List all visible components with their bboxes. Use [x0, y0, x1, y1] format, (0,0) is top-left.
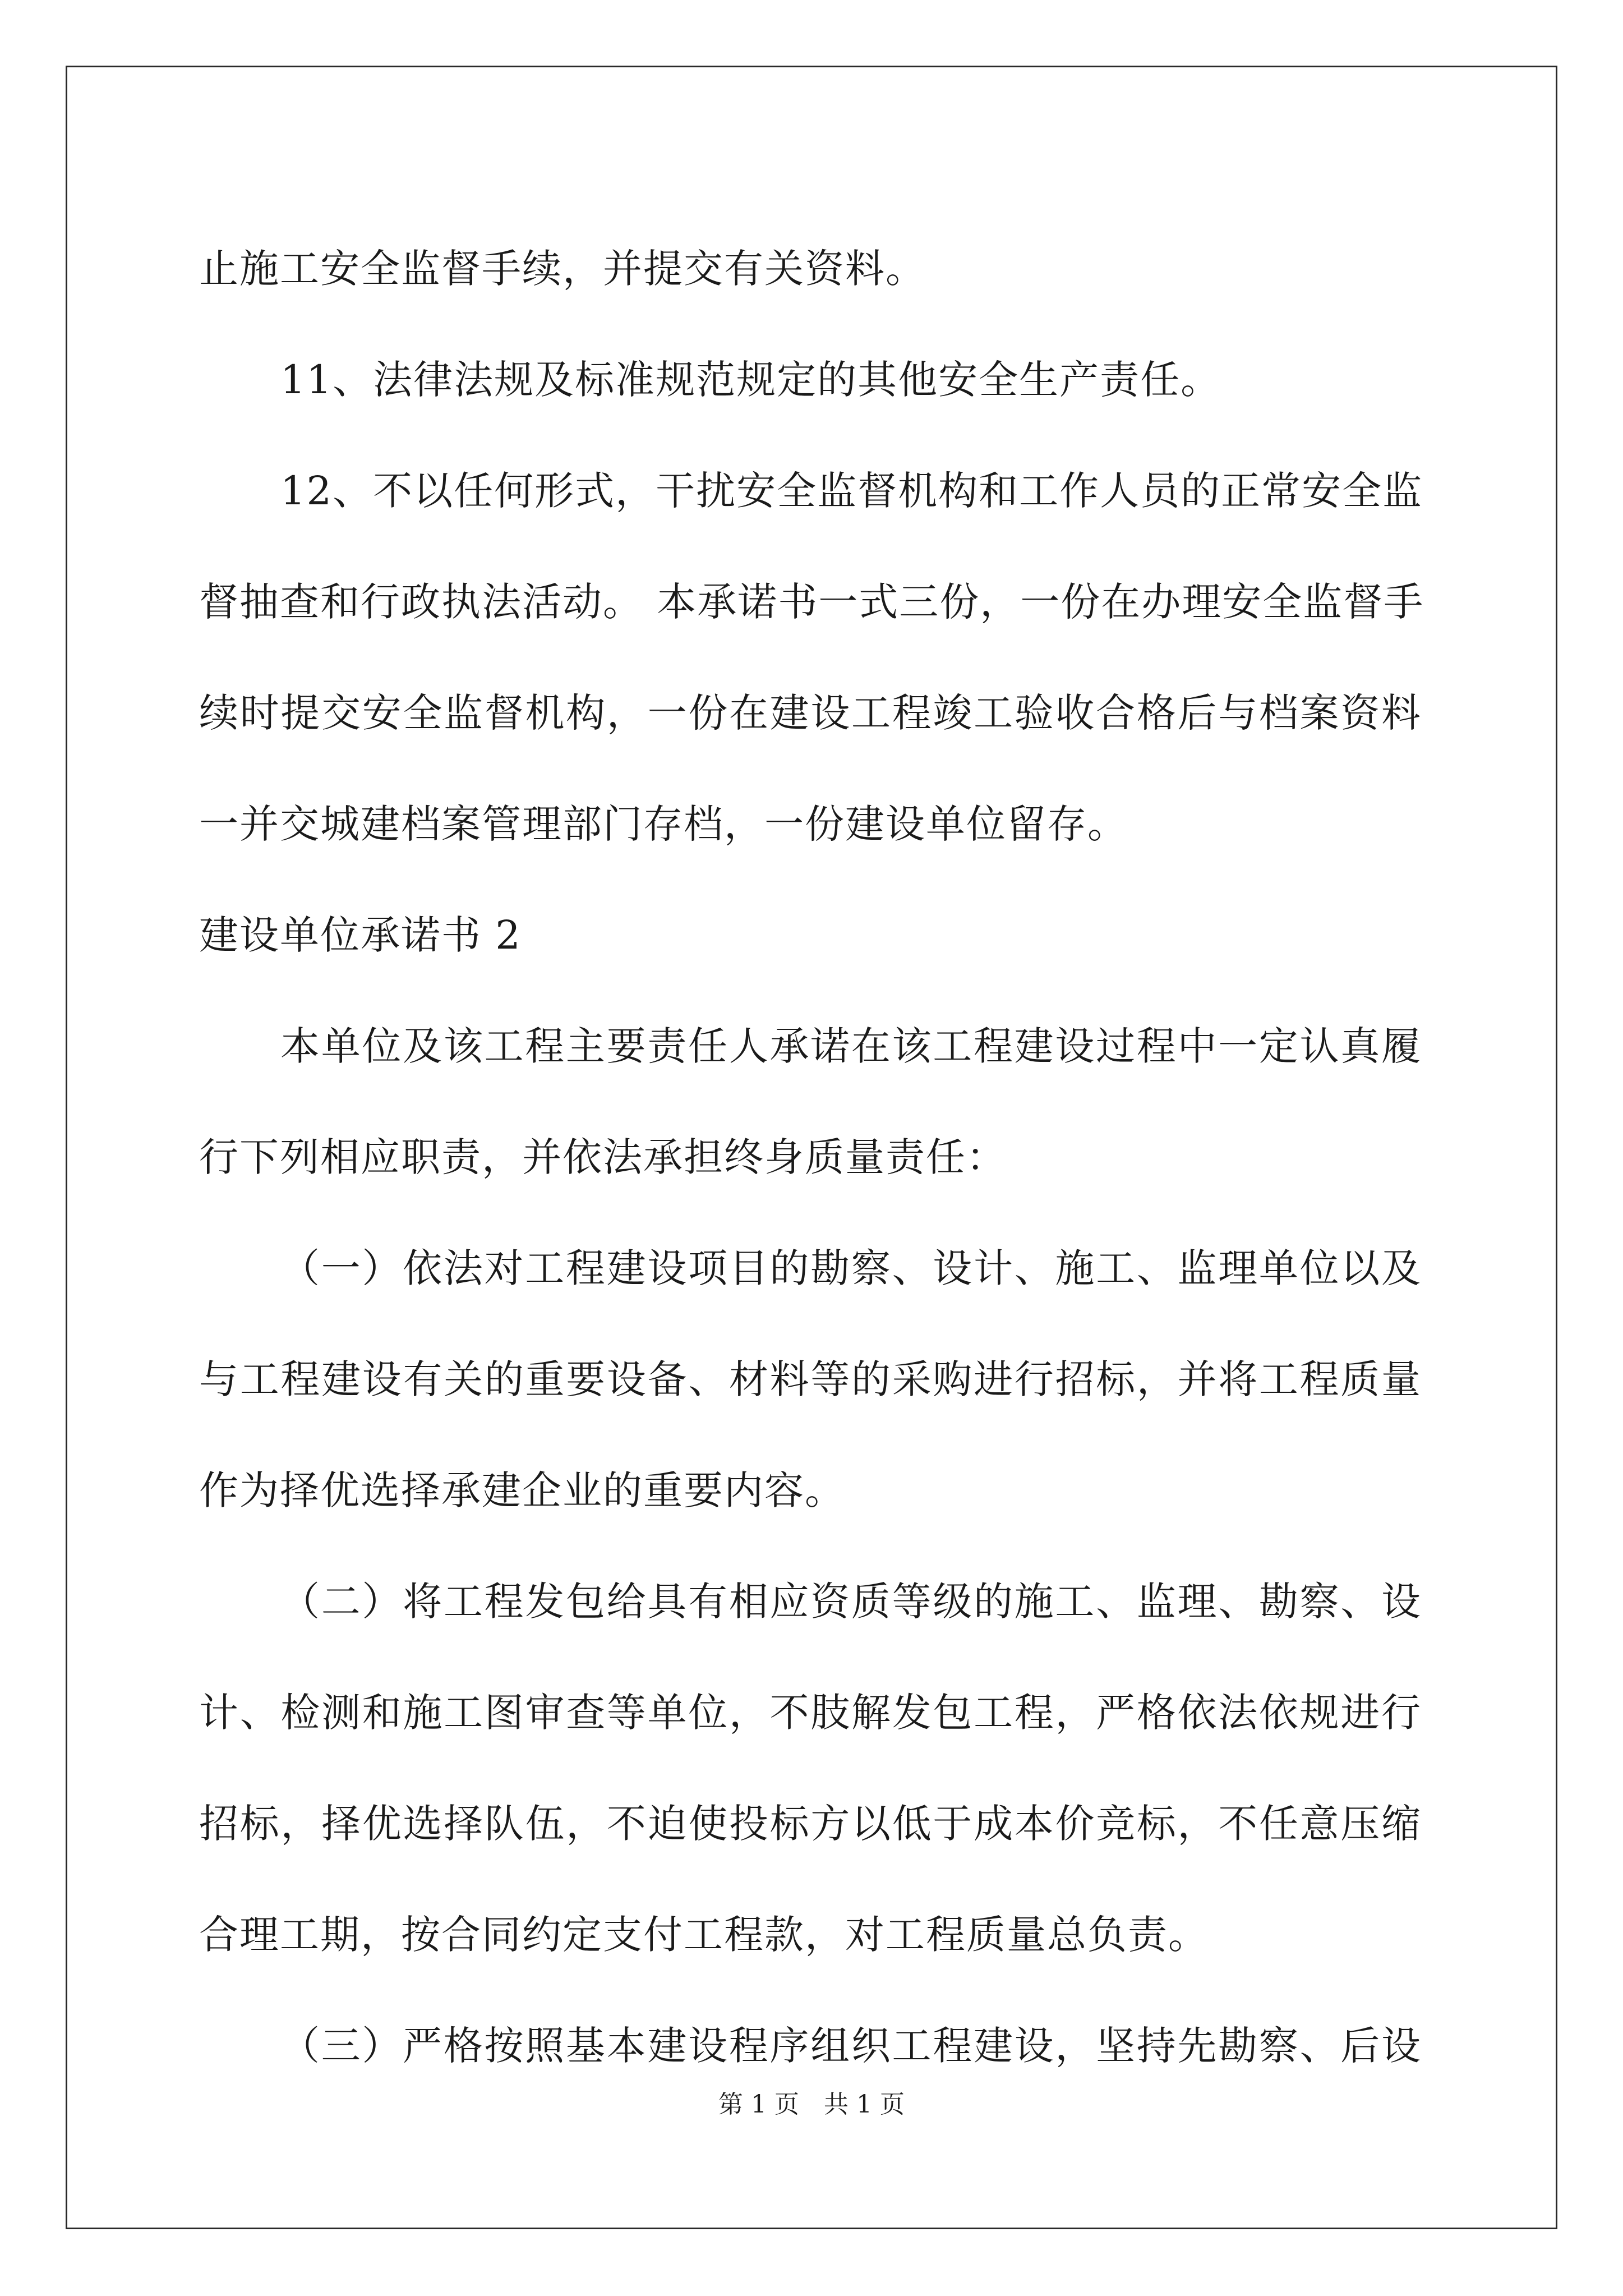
- paragraph-line: （二）将工程发包给具有相应资质等级的施工、监理、勘察、设: [280, 1579, 1422, 1625]
- paragraph-line: 合理工期，按合同约定支付工程款，对工程质量总负责。: [199, 1912, 1209, 1958]
- section-heading: 建设单位承诺书 2: [199, 912, 522, 958]
- paragraph-line: 督抽查和行政执法活动。 本承诺书一式三份，一份在办理安全监督手: [199, 579, 1424, 625]
- paragraph-line: （三）严格按照基本建设程序组织工程建设，坚持先勘察、后设: [280, 2023, 1422, 2069]
- paragraph-line: 止施工安全监督手续，并提交有关资料。: [199, 246, 926, 292]
- paragraph-line: 11、法律法规及标准规范规定的其他安全生产责任。: [280, 357, 1221, 403]
- paragraph-line: 12、不以任何形式，干扰安全监督机构和工作人员的正常安全监: [280, 468, 1423, 514]
- document-body: [199, 213, 1422, 2101]
- paragraph-line: 行下列相应职责，并依法承担终身质量责任：: [199, 1134, 1007, 1180]
- paragraph-line: 作为择优选择承建企业的重要内容。: [199, 1467, 845, 1513]
- page-number: 第 1 页: [718, 2090, 799, 2119]
- paragraph-line: 一并交城建档案管理部门存档，一份建设单位留存。: [199, 801, 1128, 847]
- paragraph-line: 续时提交安全监督机构，一份在建设工程竣工验收合格后与档案资料: [199, 690, 1422, 736]
- paragraph-line: 招标，择优选择队伍，不迫使投标方以低于成本价竞标，不任意压缩: [199, 1801, 1422, 1847]
- paragraph-line: （一）依法对工程建设项目的勘察、设计、施工、监理单位以及: [280, 1245, 1422, 1291]
- paragraph-line: 计、检测和施工图审查等单位，不肢解发包工程，严格依法依规进行: [199, 1690, 1422, 1736]
- paragraph-line: 本单位及该工程主要责任人承诺在该工程建设过程中一定认真履: [280, 1023, 1422, 1069]
- paragraph-line: 与工程建设有关的重要设备、材料等的采购进行招标，并将工程质量: [199, 1356, 1422, 1402]
- page-footer: [0, 2088, 1623, 2122]
- page-total: 共 1 页: [824, 2090, 905, 2119]
